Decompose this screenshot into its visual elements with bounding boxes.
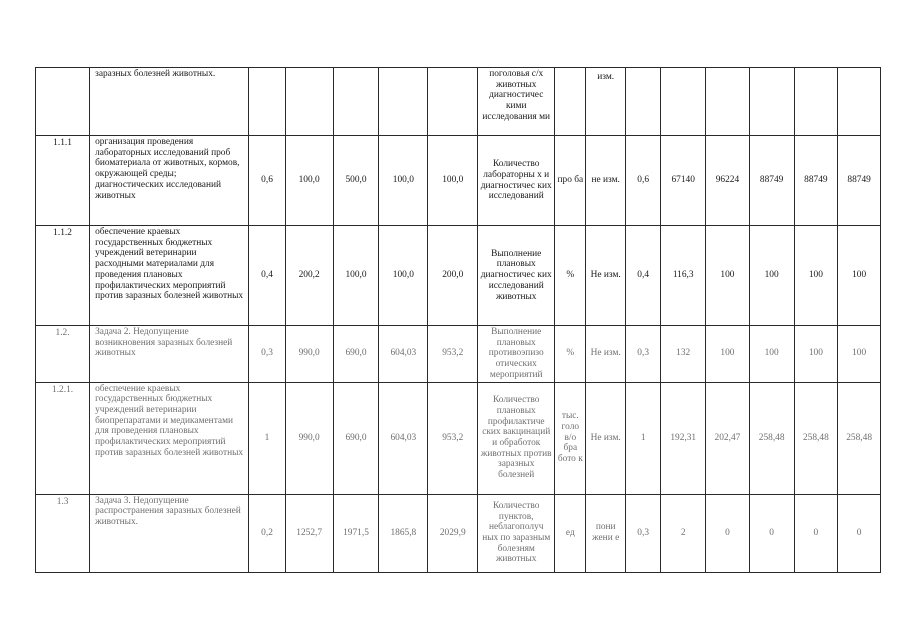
row-indicator: Количество лабораторны х и диагностичес ких исследований	[478, 136, 555, 226]
row-indicator: Выполнение плановых противоэпизо отических мероприятий	[478, 326, 555, 383]
cell-value-4: 100,0	[428, 136, 478, 226]
cell-target-5: 100	[838, 226, 881, 326]
cell-target-2: 202,47	[706, 382, 750, 494]
cell-target-1: 116,3	[661, 226, 706, 326]
cell-target-share: 0,3	[625, 326, 660, 383]
row-status: Не изм.	[586, 326, 626, 383]
cell-value-3: 1865,8	[379, 494, 428, 572]
cell-target-1: 67140	[661, 136, 706, 226]
cell-value-1: 100,0	[285, 136, 333, 226]
program-indicators-table	[35, 67, 881, 573]
row-id: 1.1.1	[36, 136, 90, 226]
table-row	[36, 226, 881, 326]
row-description: Задача 3. Недопущение распространения заразных болезней животных.	[90, 494, 249, 572]
cell-share: 1	[249, 382, 285, 494]
cell-target-5	[838, 68, 881, 136]
cell-value-1	[285, 68, 333, 136]
row-unit: ед	[555, 494, 586, 572]
cell-value-1: 990,0	[285, 382, 333, 494]
cell-target-4: 100	[794, 326, 838, 383]
cell-target-1: 2	[661, 494, 706, 572]
row-status: не изм.	[586, 136, 626, 226]
cell-target-3: 100	[749, 226, 794, 326]
table-row	[36, 326, 881, 383]
table-row	[36, 382, 881, 494]
row-status: изм.	[586, 68, 626, 136]
cell-value-2: 100,0	[333, 226, 379, 326]
table-row	[36, 68, 881, 136]
row-unit: %	[555, 326, 586, 383]
row-status: Не изм.	[586, 226, 626, 326]
cell-value-1: 200,2	[285, 226, 333, 326]
row-description: обеспечение краевых государственных бюджетных учреждений ветеринарии биопрепаратами и медикаментами для проведения плановых профилактических мероприятий против заразных болезней животных	[90, 382, 249, 494]
row-indicator: Количество плановых профилактиче ских вакцинаций и обработок животных против заразных болезней	[478, 382, 555, 494]
cell-value-4: 2029,9	[428, 494, 478, 572]
row-id: 1.2.1.	[36, 382, 90, 494]
row-indicator: Выполнение плановых диагностичес ких исследований животных	[478, 226, 555, 326]
cell-share: 0,3	[249, 326, 285, 383]
row-id	[36, 68, 90, 136]
cell-target-5: 100	[838, 326, 881, 383]
cell-share	[249, 68, 285, 136]
row-indicator: Количество пунктов, неблагополуч ных по заразным болезням животных	[478, 494, 555, 572]
row-description: организация проведения лабораторных исследований проб биоматериала от животных, кормов, окружающей среды; диагностических исследований животных	[90, 136, 249, 226]
cell-target-5: 0	[838, 494, 881, 572]
row-id: 1.2.	[36, 326, 90, 383]
cell-target-3: 100	[749, 326, 794, 383]
row-unit: %	[555, 226, 586, 326]
cell-share: 0,4	[249, 226, 285, 326]
cell-value-4	[428, 68, 478, 136]
cell-target-1	[661, 68, 706, 136]
cell-value-3: 604,03	[379, 326, 428, 383]
cell-target-3	[749, 68, 794, 136]
table-row	[36, 494, 881, 572]
cell-value-4: 200,0	[428, 226, 478, 326]
cell-value-1: 1252,7	[285, 494, 333, 572]
cell-target-share: 0,4	[625, 226, 660, 326]
row-status: Не изм.	[586, 382, 626, 494]
row-unit: тыс. голо в/о бра бото к	[555, 382, 586, 494]
cell-target-5: 88749	[838, 136, 881, 226]
cell-target-share: 0,3	[625, 494, 660, 572]
table-row	[36, 136, 881, 226]
row-description: обеспечение краевых государственных бюджетных учреждений ветеринарии расходными материалами для проведения плановых профилактических мероприятий против заразных болезней животных	[90, 226, 249, 326]
cell-target-2: 0	[706, 494, 750, 572]
cell-value-2: 690,0	[333, 326, 379, 383]
cell-target-4	[794, 68, 838, 136]
cell-value-2: 1971,5	[333, 494, 379, 572]
cell-value-2: 690,0	[333, 382, 379, 494]
cell-target-4: 0	[794, 494, 838, 572]
row-description: заразных болезней животных.	[90, 68, 249, 136]
cell-target-4: 100	[794, 226, 838, 326]
row-status: пони жени е	[586, 494, 626, 572]
cell-value-4: 953,2	[428, 382, 478, 494]
row-description: Задача 2. Недопущение возникновения заразных болезней животных	[90, 326, 249, 383]
cell-target-4: 88749	[794, 136, 838, 226]
cell-share: 0,2	[249, 494, 285, 572]
cell-target-1: 192,31	[661, 382, 706, 494]
cell-target-share: 1	[625, 382, 660, 494]
cell-target-share: 0,6	[625, 136, 660, 226]
cell-share: 0,6	[249, 136, 285, 226]
row-unit	[555, 68, 586, 136]
cell-value-3	[379, 68, 428, 136]
cell-value-2: 500,0	[333, 136, 379, 226]
cell-target-5: 258,48	[838, 382, 881, 494]
cell-value-3: 100,0	[379, 136, 428, 226]
cell-target-4: 258,48	[794, 382, 838, 494]
cell-target-1: 132	[661, 326, 706, 383]
cell-value-3: 604,03	[379, 382, 428, 494]
cell-value-4: 953,2	[428, 326, 478, 383]
row-id: 1.3	[36, 494, 90, 572]
cell-target-share	[625, 68, 660, 136]
cell-target-3: 258,48	[749, 382, 794, 494]
row-unit: про ба	[555, 136, 586, 226]
cell-target-2: 100	[706, 326, 750, 383]
row-indicator: поголовья с/х животных диагностичес кими исследования ми	[478, 68, 555, 136]
cell-target-2: 96224	[706, 136, 750, 226]
cell-target-2	[706, 68, 750, 136]
cell-value-2	[333, 68, 379, 136]
cell-value-1: 990,0	[285, 326, 333, 383]
cell-value-3: 100,0	[379, 226, 428, 326]
cell-target-2: 100	[706, 226, 750, 326]
row-id: 1.1.2	[36, 226, 90, 326]
cell-target-3: 0	[749, 494, 794, 572]
cell-target-3: 88749	[749, 136, 794, 226]
